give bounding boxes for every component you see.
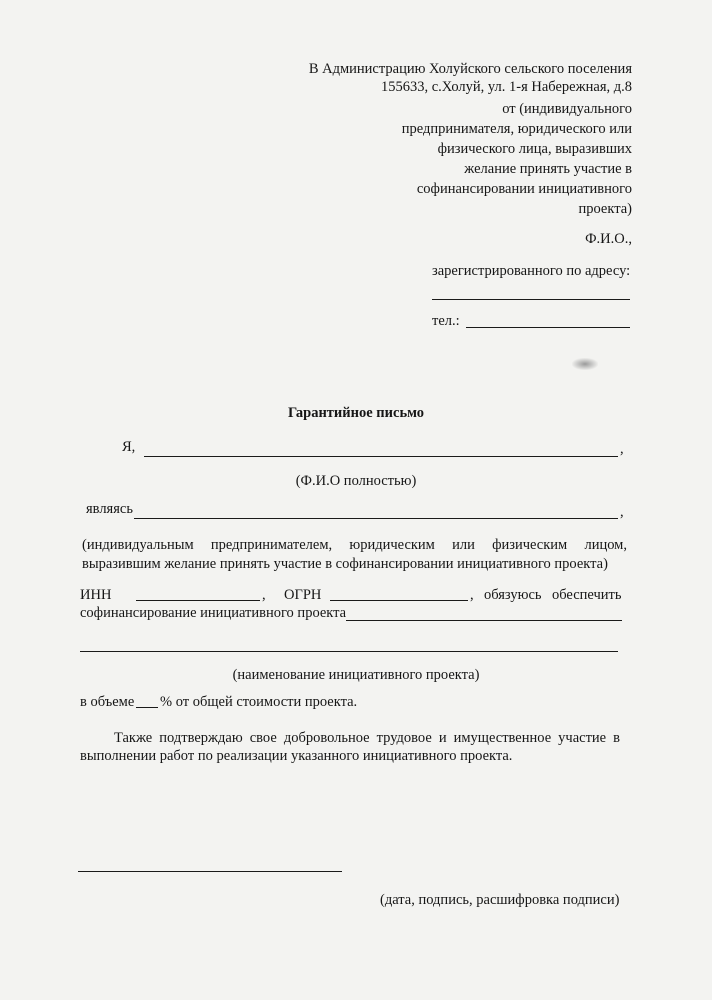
fio-label: Ф.И.О.,: [585, 231, 632, 247]
confirm-word: подтверждаю: [159, 730, 243, 746]
ya-label: Я,: [122, 439, 136, 455]
role-word: или: [452, 537, 475, 553]
confirm-word: имущественное: [453, 730, 552, 746]
confirm-line-1: [114, 729, 620, 747]
role-line-2: выразившим желание принять участие в софинансировании инициативного проекта): [82, 556, 608, 572]
tel-label: тел.:: [432, 313, 460, 329]
percent-blank-line: [136, 707, 158, 708]
volume-suffix: % от общей стоимости проекта.: [160, 694, 358, 710]
from-line-4: желание принять участие в: [464, 161, 632, 177]
registered-address-label: зарегистрированного по адресу:: [432, 263, 631, 279]
from-line-2: предпринимателя, юридического или: [401, 121, 632, 137]
from-line-6: проекта): [578, 201, 632, 217]
role-line-1: [82, 536, 627, 554]
confirm-word: Также: [114, 730, 153, 746]
project-caption: (наименование инициативного проекта): [232, 667, 480, 683]
scan-smudge: [572, 358, 598, 370]
role-blank-line: [134, 518, 618, 519]
address-blank-line: [432, 299, 630, 300]
role-word: физическим: [492, 537, 568, 553]
ogrn-comma: ,: [470, 587, 474, 603]
from-line-5: софинансировании инициативного: [416, 181, 632, 197]
role-word: предпринимателем,: [210, 537, 333, 553]
inn-label: ИНН: [80, 587, 112, 603]
role-word: (индивидуальным: [82, 537, 194, 553]
fio-blank-line: [144, 456, 618, 457]
fio-caption: (Ф.И.О полностью): [295, 473, 417, 489]
cofinancing-label: софинансирование инициативного проекта: [80, 605, 347, 621]
addressee-line-2: 155633, с.Холуй, ул. 1-я Набережная, д.8: [381, 79, 632, 95]
role-word: лицом,: [584, 537, 627, 553]
confirm-word: добровольное: [283, 730, 370, 746]
project-blank-line-1: [346, 620, 622, 621]
addressee-line-1: В Администрацию Холуйского сельского поселения: [308, 61, 632, 77]
volume-prefix: в объеме: [80, 694, 135, 710]
project-blank-line-2: [80, 651, 618, 652]
fio-comma: ,: [620, 441, 624, 457]
document-title: Гарантийное письмо: [287, 405, 425, 421]
obligate-word: обязуюсь: [484, 587, 542, 603]
role-word: юридическим: [349, 537, 435, 553]
confirm-word: и: [438, 730, 447, 746]
signature-caption: (дата, подпись, расшифровка подписи): [380, 892, 620, 908]
confirm-word: свое: [249, 730, 277, 746]
signature-blank-line: [78, 871, 342, 872]
inn-blank-line: [136, 600, 260, 601]
confirm-word: в: [613, 730, 620, 746]
confirm-line-2: выполнении работ по реализации указанного инициативного проекта.: [80, 748, 513, 764]
role-comma: ,: [620, 504, 624, 520]
from-line-1: от (индивидуального: [502, 101, 632, 117]
being-label: являясь: [86, 501, 133, 517]
confirm-word: участие: [558, 730, 607, 746]
inn-comma: ,: [262, 587, 266, 603]
tel-blank-line: [466, 327, 630, 328]
from-line-3: физического лица, выразивших: [437, 141, 632, 157]
ensure-word: обеспечить: [552, 587, 622, 603]
ogrn-blank-line: [330, 600, 468, 601]
confirm-word: трудовое: [376, 730, 432, 746]
ogrn-label: ОГРН: [284, 587, 322, 603]
